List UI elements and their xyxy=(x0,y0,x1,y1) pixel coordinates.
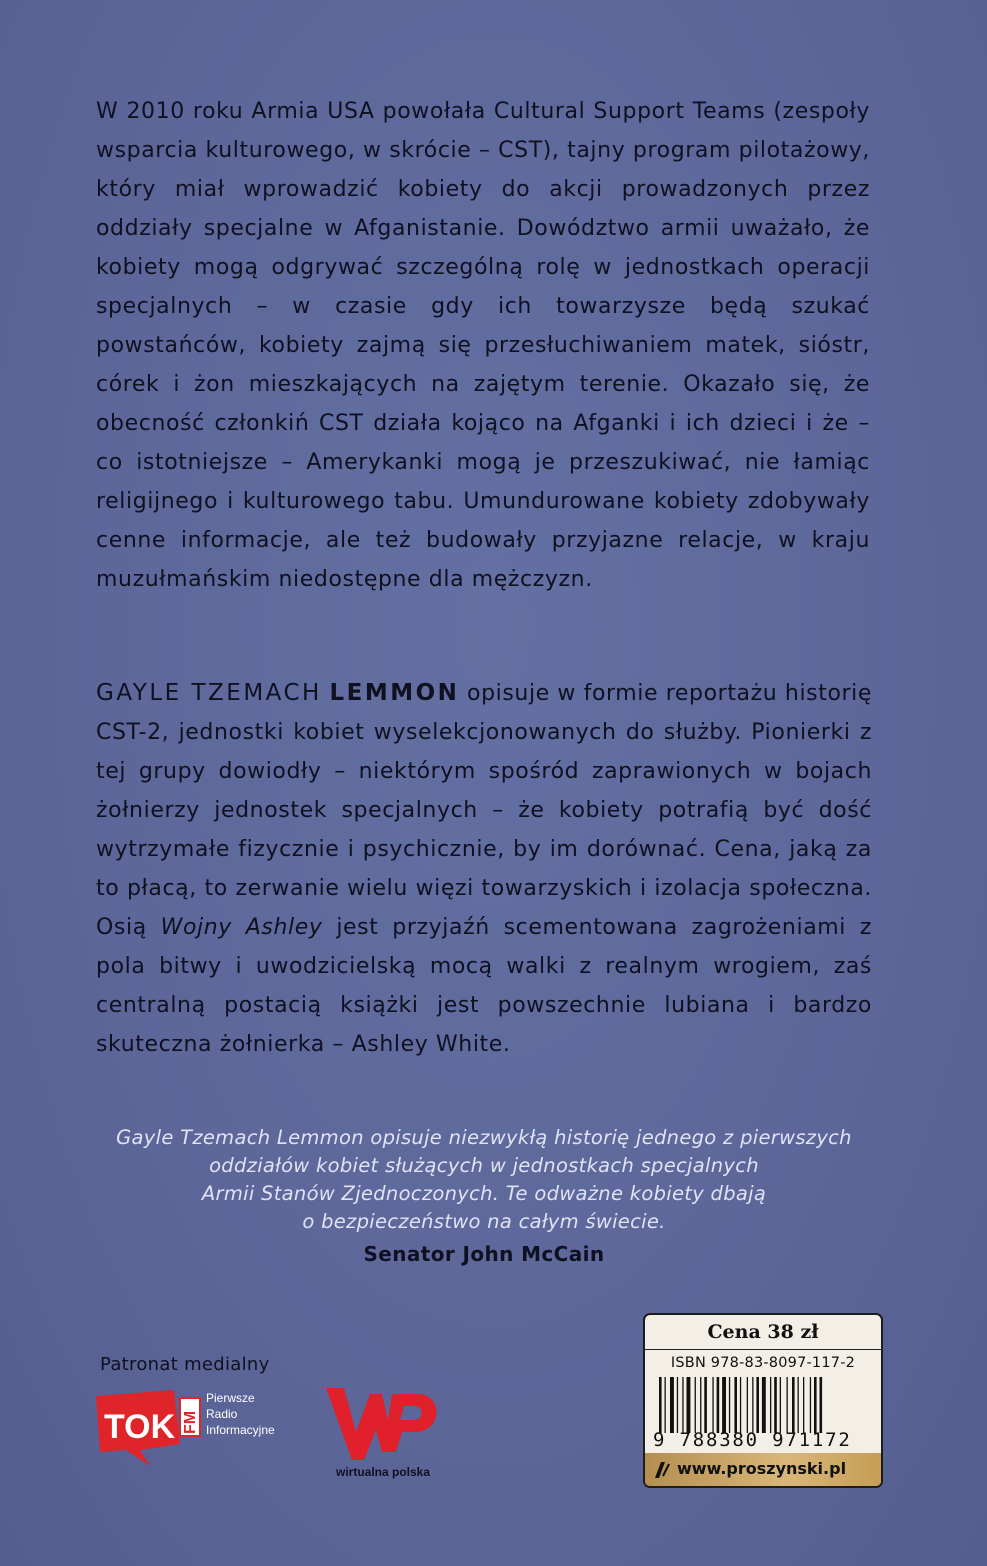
quote-line: Armii Stanów Zjednoczonych. Te odważne kobiety dbają xyxy=(201,1182,767,1205)
barcode-bar xyxy=(780,1377,781,1433)
barcode-bar xyxy=(682,1377,683,1433)
barcode-bar xyxy=(659,1377,662,1433)
blurb-quote xyxy=(96,1124,872,1236)
barcode-bar xyxy=(729,1377,730,1433)
author-last-name: LEMMON xyxy=(329,680,460,706)
tokfm-logo-sub: FM xyxy=(182,1410,199,1434)
isbn-text: ISBN 978-83-8097-117-2 xyxy=(670,1355,856,1371)
barcode-bar xyxy=(747,1377,748,1433)
barcode-bar xyxy=(774,1377,777,1433)
barcode-bar xyxy=(695,1377,696,1433)
quote-line: o bezpieczeństwo na całym świecie. xyxy=(302,1210,666,1233)
publisher-website: www.proszynski.pl xyxy=(677,1459,847,1478)
barcode xyxy=(659,1377,867,1433)
barcode-bar xyxy=(717,1377,720,1433)
tokfm-tagline-1: Pierwsze xyxy=(206,1391,255,1405)
barcode-bar xyxy=(814,1377,817,1433)
barcode-bar xyxy=(820,1377,823,1433)
barcode-bar xyxy=(762,1377,766,1433)
barcode-bar xyxy=(792,1377,795,1433)
barcode-bar xyxy=(740,1377,741,1433)
barcode-bar xyxy=(670,1377,674,1433)
barcode-bar xyxy=(712,1377,713,1433)
quote-line: oddziałów kobiet służących w jednostkach specjalnych xyxy=(209,1154,759,1177)
barcode-bar xyxy=(798,1377,799,1433)
barcode-bar xyxy=(770,1377,771,1433)
book-title: Wojny Ashley xyxy=(160,915,323,940)
tokfm-tagline-2: Radio xyxy=(206,1407,238,1421)
author-first-name: GAYLE TZEMACH xyxy=(96,680,322,706)
author-paragraph-text-1: opisuje w formie reportażu historię CST-2, jednostki kobiet wyselekcjonowanych do służby. Pionierki z tej grupy dowiodły – niektórym spośród zaprawionych w bojach żołnierzy jednostek specjalnych – że kobiety potrafią być dość wytrzymałe fizycznie i psychicznie, by im dorównać. Cena, jaką za to płacą, to zerwanie wielu więzi towarzyskich i izolacja społeczna. Osią xyxy=(96,681,873,940)
barcode-bar xyxy=(752,1377,753,1433)
barcode-bar xyxy=(810,1377,811,1433)
barcode-bar xyxy=(704,1377,707,1433)
author-paragraph-text-2: jest przyjaźń scementowana zagrożeniami z pola bitwy i uwodzicielską mocą walki z realnym wrogiem, zaś centralną postacią książki jest powszechnie lubiana i bardzo skuteczna żołnierka – Ashley White. xyxy=(96,915,873,1057)
barcode-bar xyxy=(700,1377,701,1433)
barcode-bar xyxy=(665,1377,666,1433)
barcode-bar xyxy=(677,1377,678,1433)
barcode-bar xyxy=(787,1377,788,1433)
barcode-bar xyxy=(687,1377,691,1433)
patronage-label: Patronat medialny xyxy=(100,1354,270,1375)
barcode-bar xyxy=(722,1377,726,1433)
barcode-digits: 9 788380 971172 xyxy=(653,1429,852,1451)
description-paragraph: W 2010 roku Armia USA powołała Cultural Support Teams (zespoły wsparcia kulturowego, w skrócie – CST), tajny program pilotażowy, który miał wprowadzić kobiety do akcji prowadzonych przez oddziały specjalne w Afganistanie. Dowództwo armii uważało, że kobiety mogą odgrywać szczególną rolę w jednostkach operacji specjalnych – w czasie gdy ich towarzysze będą szukać powstańców, kobiety zajmą się przesłuchiwaniem matek, sióstr, córek i żon mieszkających na zajętym terenie. Okazało się, że obecność członkiń CST działa kojąco na Afganki i ich dzieci i że – co istotniejsze – Amerykanki mogą je przeszukiwać, nie łamiąc religijnego i kulturowego tabu. Umundurowane kobiety zdobywały cenne informacje, ale też budowały przyjazne relacje, w kraju muzułmańskim niedostępne dla mężczyzn. xyxy=(96,99,870,592)
tokfm-tagline-3: Informacyjne xyxy=(206,1423,275,1437)
barcode-bar xyxy=(734,1377,737,1433)
barcode-bar xyxy=(803,1377,804,1433)
tokfm-logo xyxy=(96,1388,296,1468)
quote-line: Gayle Tzemach Lemmon opisuje niezwykłą historię jednego z pierwszych xyxy=(116,1126,852,1149)
price-text: Cena 38 zł xyxy=(707,1321,819,1343)
wp-caption: wirtualna polska xyxy=(335,1465,431,1479)
price-divider xyxy=(645,1349,881,1350)
barcode-bar xyxy=(756,1377,759,1433)
pen-nib-icon xyxy=(653,1458,673,1480)
author-paragraph xyxy=(96,674,872,1064)
wp-logo xyxy=(318,1380,448,1480)
price-label xyxy=(643,1313,883,1488)
tokfm-logo-text: TOK xyxy=(104,1408,176,1446)
quote-author: Senator John McCain xyxy=(363,1242,605,1266)
